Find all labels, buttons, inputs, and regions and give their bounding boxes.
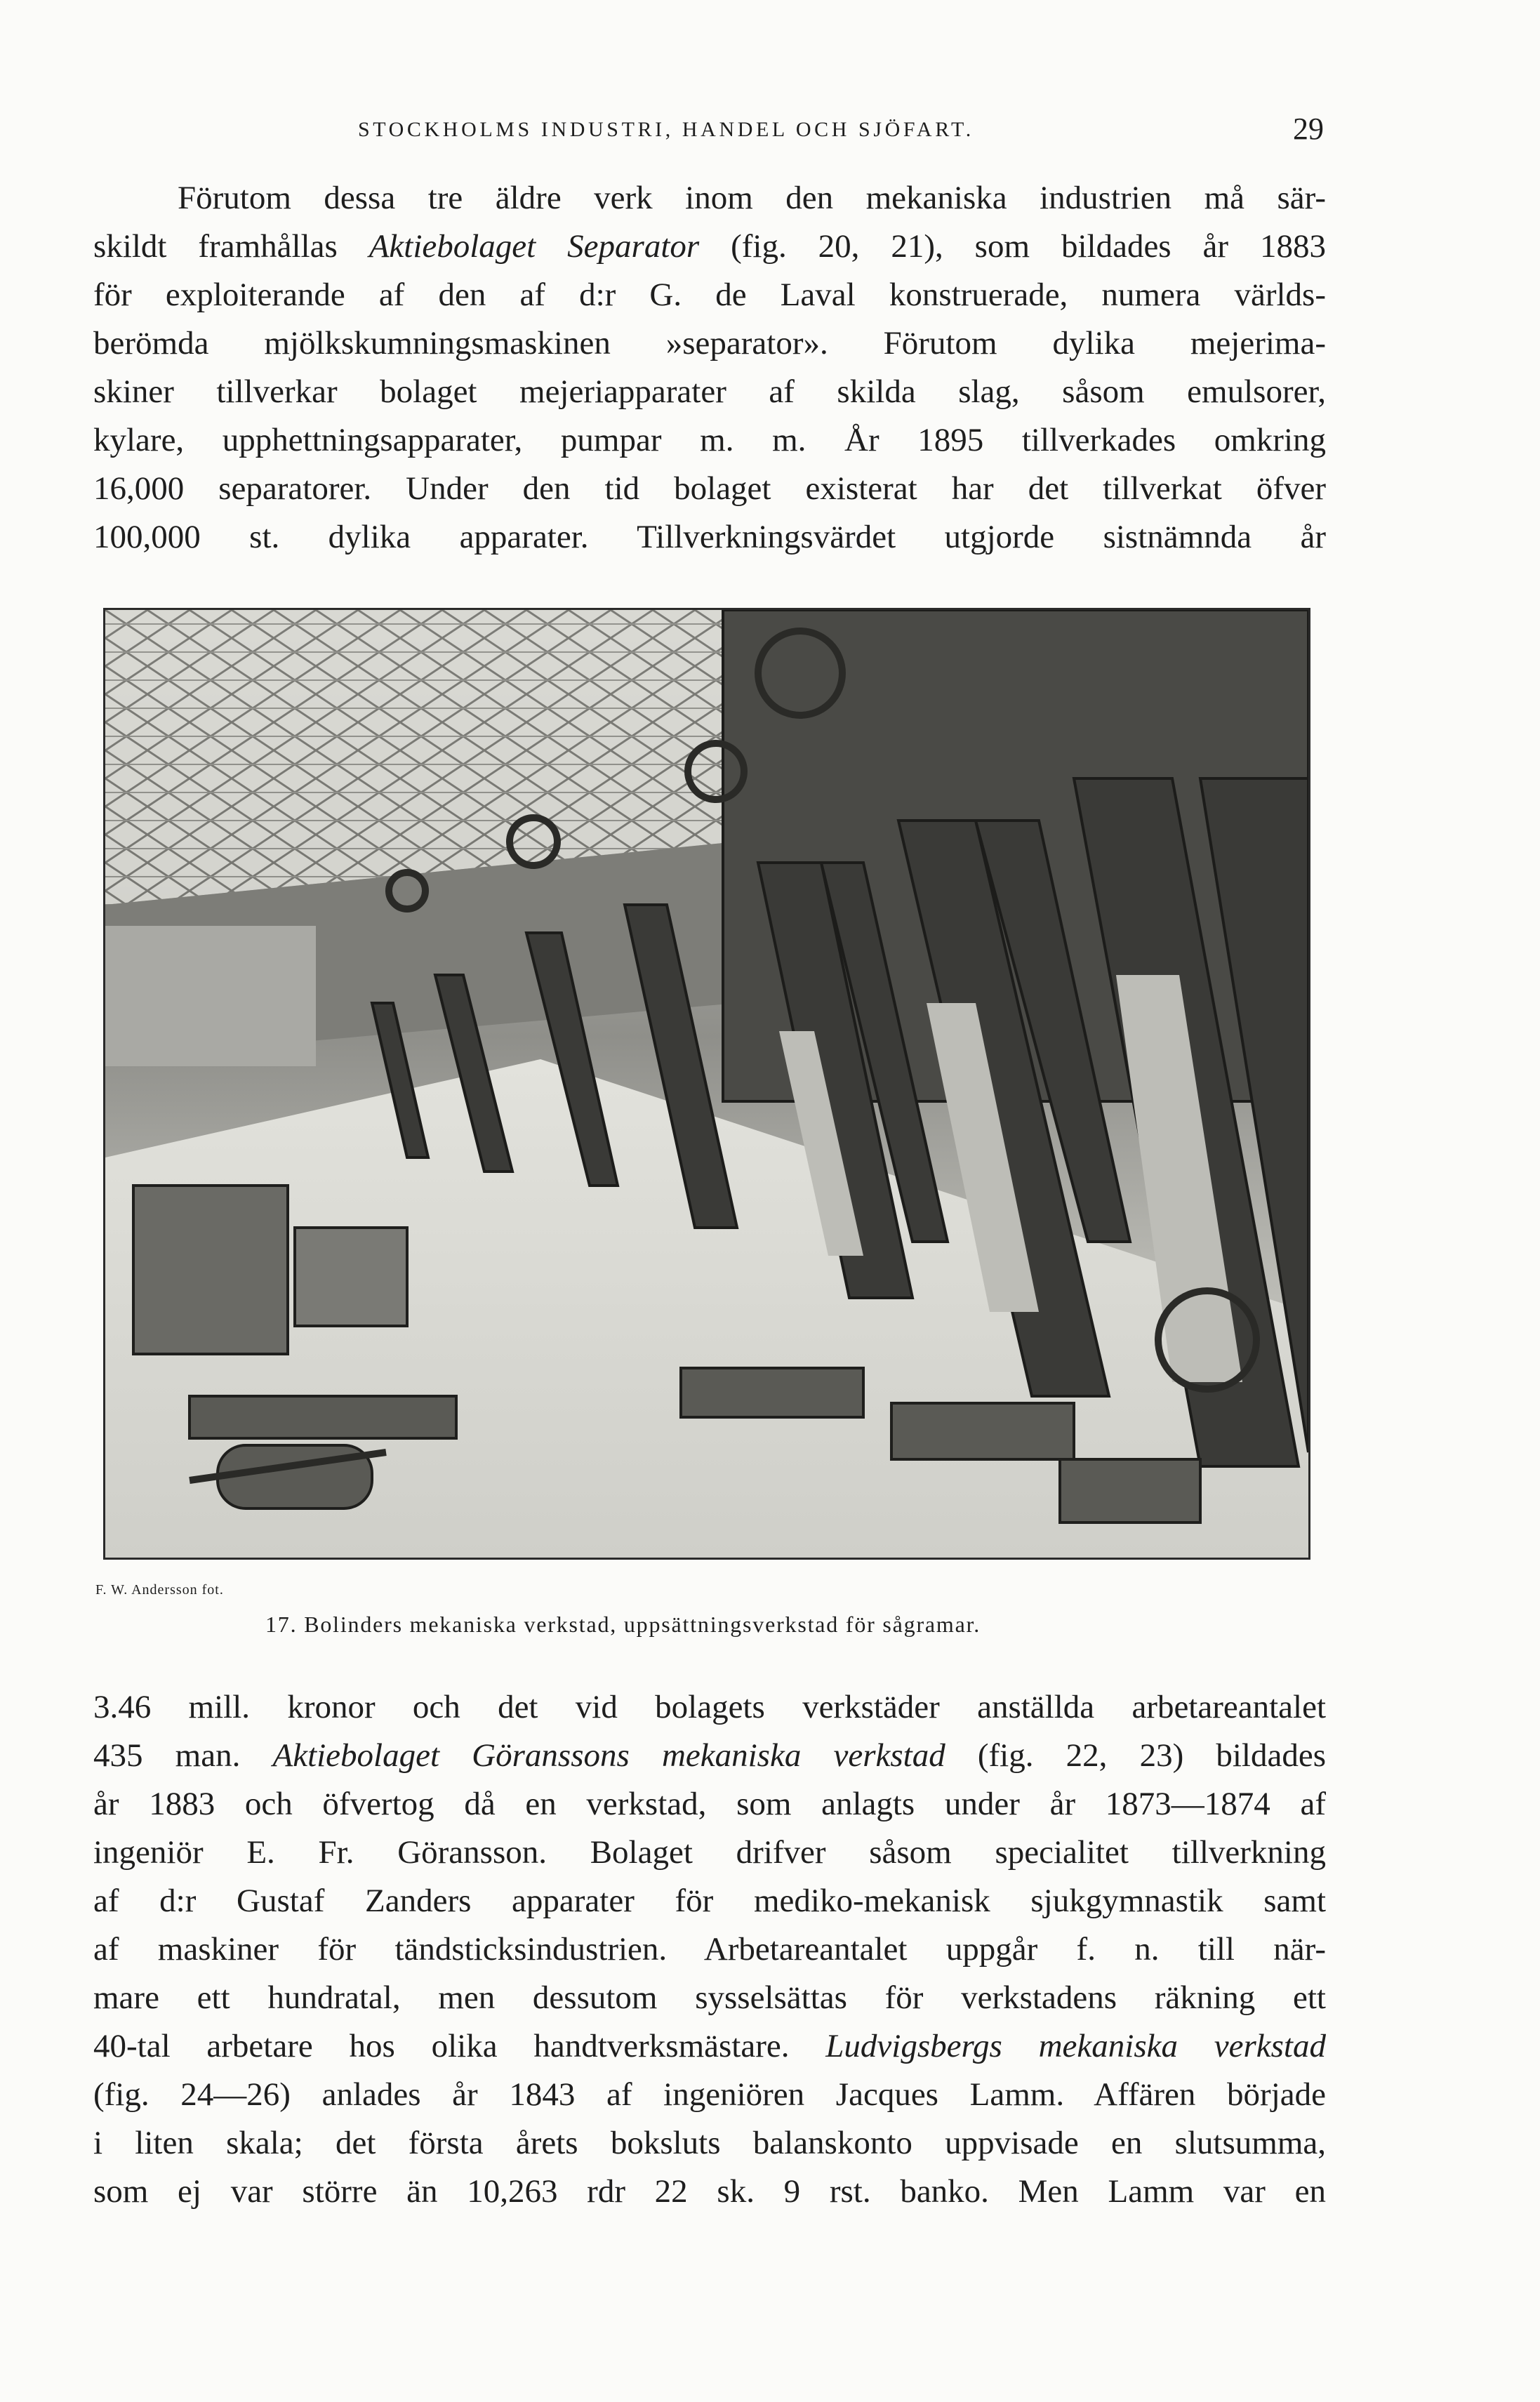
text-segment: skiner tillverkar bolaget mejeriapparater af skilda slag, såsom emulsorer, [93,373,1326,410]
text-segment: 435 man. [93,1737,273,1774]
text-segment: 16,000 separatorer. Under den tid bolaget existerat har det tillverkat öfver [93,470,1326,507]
text-bottom-line [93,1686,1326,1728]
text-segment: 40-tal arbetare hos olika handtverksmästare. [93,2028,826,2064]
text-segment: som ej var större än 10,263 rdr 22 sk. 9 rst. banko. Men Lamm var en [93,2173,1326,2210]
running-head: STOCKHOLMS INDUSTRI, HANDEL OCH SJÖFART. [358,118,974,141]
text-bottom-line [93,2073,1326,2116]
text-top-line [93,322,1326,364]
text-bottom-line [93,1783,1326,1825]
text-segment: skildt framhållas [93,228,369,265]
text-segment: i liten skala; det första årets boksluts balanskonto uppvisade en slutsumma, [93,2125,1326,2161]
photo-credit: F. W. Andersson fot. [95,1582,224,1598]
figure-caption: 17. Bolinders mekaniska verkstad, uppsättningsverkstad för sågramar. [265,1612,981,1637]
text-segment: af maskiner för tändsticksindustrien. Arbetareantalet uppgår f. n. till när- [93,1931,1326,1968]
text-segment: kylare, upphettningsapparater, pumpar m. m. År 1895 tillverkades omkring [93,422,1326,458]
figure-photograph [103,608,1310,1560]
text-segment: Förutom dessa tre äldre verk inom den mekaniska industrien må sär- [178,180,1326,216]
workshop-photo-illustration [105,610,1308,1558]
text-segment: 100,000 st. dylika apparater. Tillverkningsvärdet utgjorde sistnämnda år [93,519,1326,555]
text-bottom-line [93,2122,1326,2164]
text-bottom-line [93,1928,1326,1970]
text-bottom-line [93,1831,1326,1873]
text-top-line [93,177,1326,219]
page-number: 29 [1293,112,1324,146]
text-top-line [93,274,1326,316]
italic-company-name: Ludvigsbergs mekaniska verkstad [825,2028,1326,2064]
text-segment: (fig. 24—26) anlades år 1843 af ingeniören Jacques Lamm. Affären började [93,2076,1326,2113]
text-top-line [93,516,1326,558]
text-bottom-line [93,1734,1326,1777]
text-segment: af d:r Gustaf Zanders apparater för mediko-mekanisk sjukgymnastik samt [93,1883,1326,1919]
text-bottom-line [93,2025,1326,2067]
far-doorway [105,926,316,1066]
text-top-line [93,467,1326,510]
text-segment: ingeniör E. Fr. Göransson. Bolaget drifver såsom specialitet tillverkning [93,1834,1326,1871]
text-bottom-line [93,1880,1326,1922]
text-top-line [93,371,1326,413]
text-segment: år 1883 och öfvertog då en verkstad, som anlagts under år 1873—1874 af [93,1786,1326,1822]
italic-company-name: Aktiebolaget Separator [369,228,700,265]
text-segment: (fig. 22, 23) bildades [945,1737,1326,1774]
text-segment: mare ett hundratal, men dessutom sysselsättas för verkstadens räkning ett [93,1979,1326,2016]
italic-company-name: Aktiebolaget Göranssons mekaniska verkstad [272,1737,945,1774]
text-top-line [93,225,1326,267]
text-segment: för exploiterande af den af d:r G. de Laval konstruerade, numera världs- [93,277,1326,313]
text-segment: berömda mjölkskumningsmaskinen »separator». Förutom dylika mejerima- [93,325,1326,361]
text-top-line [93,419,1326,461]
text-segment: 3.46 mill. kronor och det vid bolagets verkstäder anställda arbetareantalet [93,1689,1326,1725]
text-segment: (fig. 20, 21), som bildades år 1883 [699,228,1326,265]
text-bottom-line [93,1977,1326,2019]
text-bottom-line [93,2170,1326,2212]
